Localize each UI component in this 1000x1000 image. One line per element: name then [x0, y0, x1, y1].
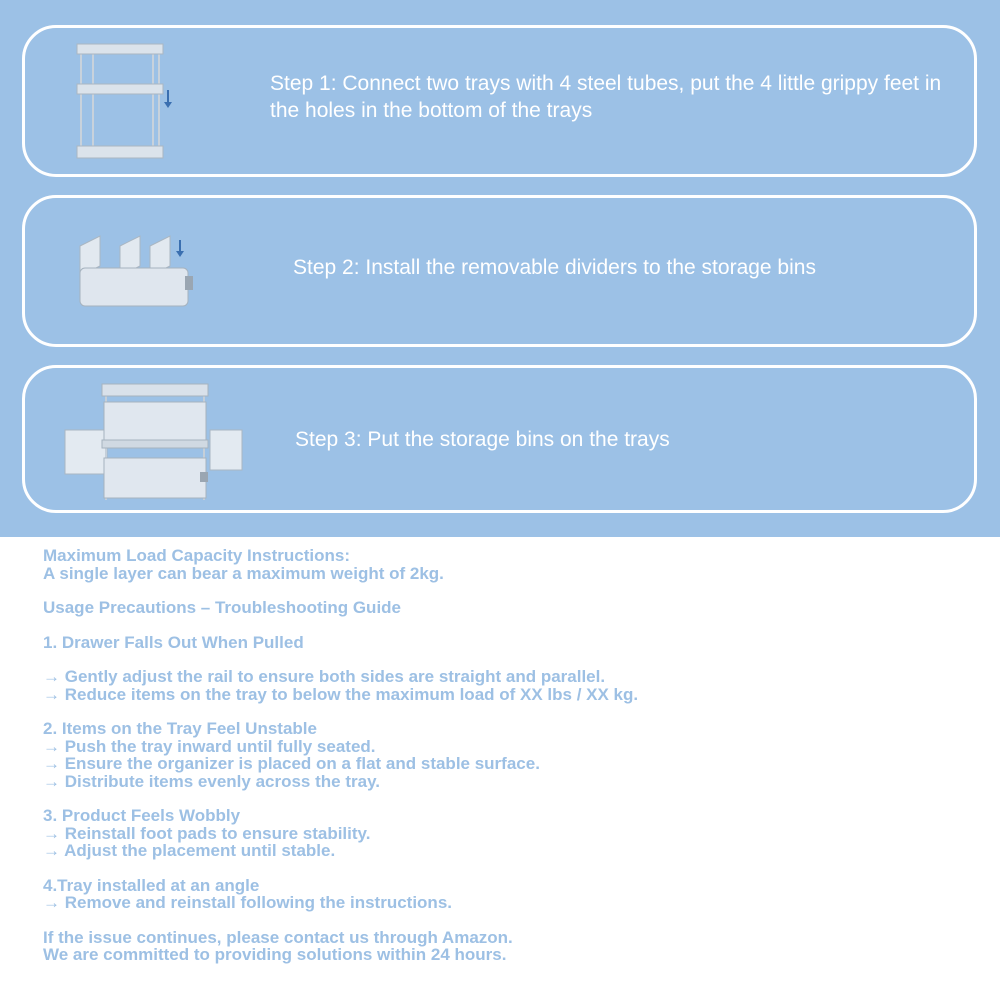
- contact-line-2: We are committed to providing solutions within 24 hours.: [43, 945, 507, 964]
- issue-1-fix-2: → Reduce items on the tray to below the maximum load of XX lbs / XX kg.: [43, 684, 639, 704]
- issue-4-fix-1: → Remove and reinstall following the instructions.: [43, 893, 452, 912]
- step-1-text: Step 1: Connect two trays with 4 steel tubes, put the 4 little grippy feet in the holes in the bottom of the trays: [270, 72, 942, 122]
- issue-1-title: 1. Drawer Falls Out When Pulled: [43, 632, 304, 652]
- issue-3-title: 3. Product Feels Wobbly: [43, 806, 241, 825]
- step-1-card: [22, 25, 977, 177]
- instructions-section: [43, 547, 963, 964]
- issue-3-fix-2: → Adjust the placement until stable.: [43, 841, 336, 860]
- issue-2-fix-1: → Push the tray inward until fully seated.: [43, 736, 376, 756]
- issue-4-title: 4.Tray installed at an angle: [43, 875, 260, 895]
- issue-2-title: 2. Items on the Tray Feel Unstable: [43, 719, 317, 738]
- organizer-with-bins-icon: [60, 378, 255, 506]
- step-2-card: [22, 195, 977, 347]
- step-3-card: [22, 365, 977, 513]
- shelf-rack-assembly-icon: [73, 40, 173, 166]
- storage-bin-dividers-icon: [75, 228, 200, 313]
- step-2-text: Step 2: Install the removable dividers to the storage bins: [293, 256, 816, 279]
- issue-2-fix-2: → Ensure the organizer is placed on a flat and stable surface.: [43, 754, 540, 773]
- issue-1-fix-1: → Gently adjust the rail to ensure both sides are straight and parallel.: [43, 667, 606, 686]
- load-text: A single layer can bear a maximum weight of 2kg.: [43, 563, 444, 583]
- step-3-text: Step 3: Put the storage bins on the trays: [295, 428, 670, 451]
- contact-line-1: If the issue continues, please contact us through Amazon.: [43, 927, 513, 947]
- precautions-heading: Usage Precautions – Troubleshooting Guide: [43, 598, 402, 617]
- load-heading: Maximum Load Capacity Instructions:: [43, 546, 350, 565]
- issue-2-fix-3: → Distribute items evenly across the tray.: [43, 771, 380, 791]
- issue-3-fix-1: → Reinstall foot pads to ensure stability.: [43, 823, 371, 843]
